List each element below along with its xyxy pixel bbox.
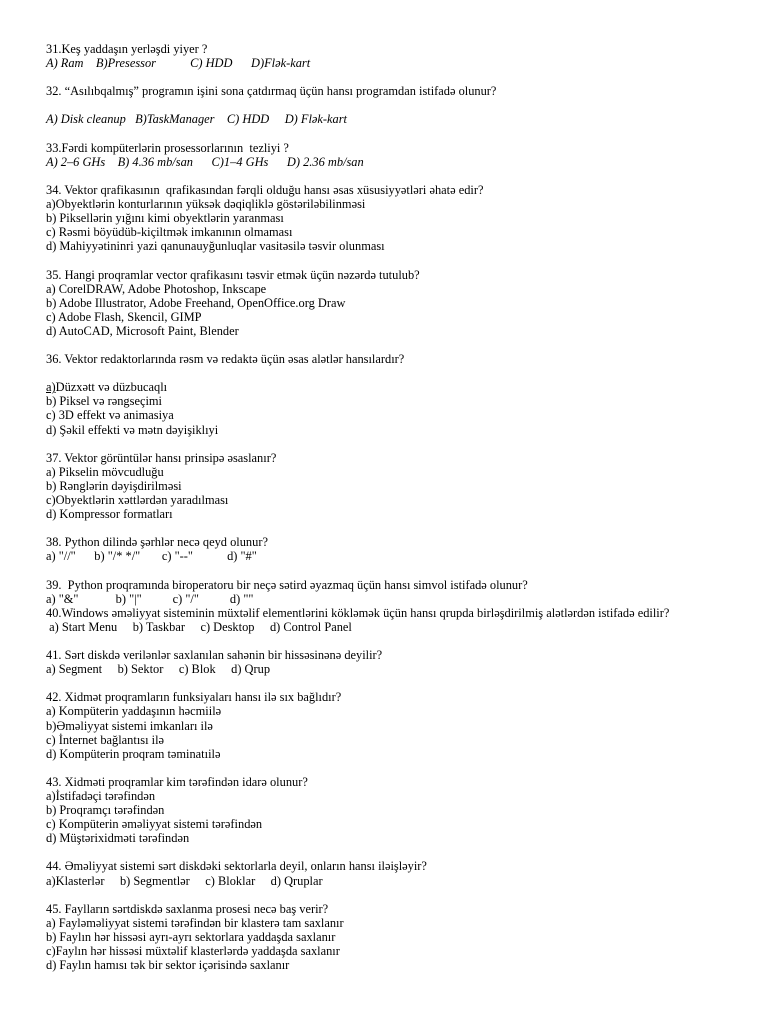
- question-text: 31.Keş yaddaşın yerləşdi yiyer ?: [46, 42, 208, 56]
- answer-options: a)Klasterlər b) Segmentlər c) Bloklar d) Qruplar: [46, 873, 323, 888]
- answer-option-d: d) Kompressor formatları: [46, 507, 173, 522]
- answer-option-d: d) Faylın hamısı tək bir sektor içərisində saxlanır: [46, 958, 290, 973]
- question-40: [46, 606, 756, 634]
- answer-option-c: c) İnternet bağlantısı ilə: [46, 732, 165, 747]
- answer-option-c: c)Faylın hər hissəsi müxtəlif klasterlərdə yaddaşda saxlanır: [46, 944, 340, 958]
- question-text: 44. Əməliyyat sistemi sərt diskdəki sektorlarla deyil, onların hansı iləişləyir?: [46, 859, 427, 874]
- answer-option-d: d) Müştərixidməti tərəfindən: [46, 831, 190, 846]
- question-text: 39. Python proqramında biroperatoru bir neçə sətird əyazmaq üçün hansı simvol istifadə olunur?: [46, 577, 528, 592]
- question-38: [46, 535, 756, 563]
- answer-option-b: b) Piksellərin yığını kimi obyektlərin yaranması: [46, 211, 284, 226]
- answer-options: A) Ram B)Presessor C) HDD D)Flək-kart: [46, 56, 311, 71]
- question-text: 40.Windows əməliyyat sisteminin müxtəlif elementlərini kökləmək üçün hansı qrupda birləşdirilmiş alətlərdən istifadə edilir?: [46, 605, 670, 620]
- answer-option-d: d) AutoCAD, Microsoft Paint, Blender: [46, 323, 239, 338]
- answer-option-d: d) Mahiyyətininri yazi qanunauyğunluqlar vasitəsilə təsvir olunması: [46, 239, 385, 254]
- question-text: 45. Faylların sərtdiskdə saxlanma prosesi necə baş verir?: [46, 901, 329, 916]
- question-44: [46, 859, 756, 887]
- question-text: 35. Hangi proqramlar vector qrafikasını təsvir etmək üçün nəzərdə tutulub?: [46, 267, 420, 282]
- answer-option-b: b)Əməliyyat sistemi imkanları ilə: [46, 718, 213, 733]
- question-33: [46, 141, 756, 169]
- answer-option-c: c) Rəsmi böyüdüb-kiçiltmək imkanının olmaması: [46, 225, 293, 240]
- answer-option-c: c)Obyektlərin xəttlərdən yaradılması: [46, 493, 229, 507]
- question-text: 43. Xidməti proqramlar kim tərəfindən idarə olunur?: [46, 774, 308, 789]
- answer-option-a: a) Fayləməliyyat sistemi tərəfindən bir klasterə tam saxlanır: [46, 915, 344, 930]
- answer-option-a: a) CorelDRAW, Adobe Photoshop, Inkscape: [46, 281, 267, 296]
- question-36: [46, 352, 756, 437]
- question-text: 36. Vektor redaktorlarında rəsm və redaktə üçün əsas alətlər hansılardır?: [46, 352, 405, 367]
- question-text: 38. Python dilində şərhlər necə qeyd olunur?: [46, 535, 268, 550]
- answer-options: A) Disk cleanup B)TaskManager C) HDD D) Flək-kart: [46, 112, 347, 127]
- answer-option-c: c) Kompüterin əməliyyat sistemi tərəfindən: [46, 817, 263, 832]
- question-45: [46, 902, 756, 972]
- question-document: [46, 42, 756, 972]
- question-34: [46, 183, 756, 253]
- answer-option-b: b) Piksel və rəngseçimi: [46, 394, 162, 409]
- answer-option-c: c) Adobe Flash, Skencil, GIMP: [46, 309, 202, 324]
- question-text: 34. Vektor qrafikasının qrafikasından fərqli olduğu hansı əsas xüsusiyyətləri əhatə edir?: [46, 182, 484, 197]
- answer-option-d: d) Kompüterin proqram təminatıilə: [46, 746, 221, 761]
- answer-option-b: b) Proqramçı tərəfindən: [46, 803, 165, 818]
- question-37: [46, 451, 756, 521]
- option-letter: a): [46, 380, 56, 395]
- answer-options: a) "//" b) "/* */" c) "--" d) "#": [46, 549, 257, 564]
- question-text: 41. Sərt diskdə verilənlər saxlanılan sahənin bir hissəsinənə deyilir?: [46, 648, 383, 663]
- answer-option-a: a)Obyektlərin konturlarının yüksək dəqiqliklə göstərilə​bilinməsi: [46, 197, 366, 212]
- question-text: 33.Fərdi kompüterlərin prosessorlarının tezliyi ?: [46, 140, 289, 155]
- answer-option-b: b) Adobe Illustrator, Adobe Freehand, OpenOffice.org Draw: [46, 295, 346, 310]
- answer-option-c: c) 3D effekt və animasiya: [46, 408, 174, 423]
- answer-options: A) 2–6 GHs B) 4.36 mb/san C)1–4 GHs D) 2.36 mb/san: [46, 154, 364, 169]
- question-32: [46, 84, 756, 126]
- answer-options: a) Segment b) Sektor c) Blok d) Qrup: [46, 662, 271, 677]
- answer-option-a: [46, 380, 756, 394]
- question-39: [46, 578, 756, 606]
- question-text: 42. Xidmət proqramların funksiyaları hansı ilə sıx bağlıdır?: [46, 690, 342, 705]
- answer-option-b: b) Rənglərin dəyişdirilməsi: [46, 478, 182, 493]
- question-text: 32. “Asılıbqalmış” programın işini sona çatdırmaq üçün hansı programdan istifadə olunur?: [46, 84, 497, 99]
- answer-options: a) Start Menu b) Taskbar c) Desktop d) Control Panel: [46, 619, 352, 634]
- answer-option-a: a)İstifadəçi tərəfindən: [46, 788, 156, 803]
- answer-options: a) "&" b) "|" c) "/" d) "": [46, 591, 254, 606]
- question-41: [46, 648, 756, 676]
- option-text: Düzxətt və düzbucaqlı: [55, 380, 168, 395]
- answer-option-d: d) Şəkil effekti və mətn dəyişiklıyi: [46, 422, 219, 437]
- answer-option-a: a) Kompüterin yaddaşının həcmiilə: [46, 704, 222, 719]
- answer-option-b: b) Faylın hər hissəsi ayrı-ayrı sektorlara yaddaşda saxlanır: [46, 929, 336, 944]
- question-42: [46, 690, 756, 760]
- question-35: [46, 268, 756, 338]
- question-43: [46, 775, 756, 845]
- question-31: [46, 42, 756, 70]
- question-text: 37. Vektor görüntülər hansı prinsipə əsaslanır?: [46, 450, 277, 465]
- answer-option-a: a) Pikselin mövcudluğu: [46, 464, 164, 479]
